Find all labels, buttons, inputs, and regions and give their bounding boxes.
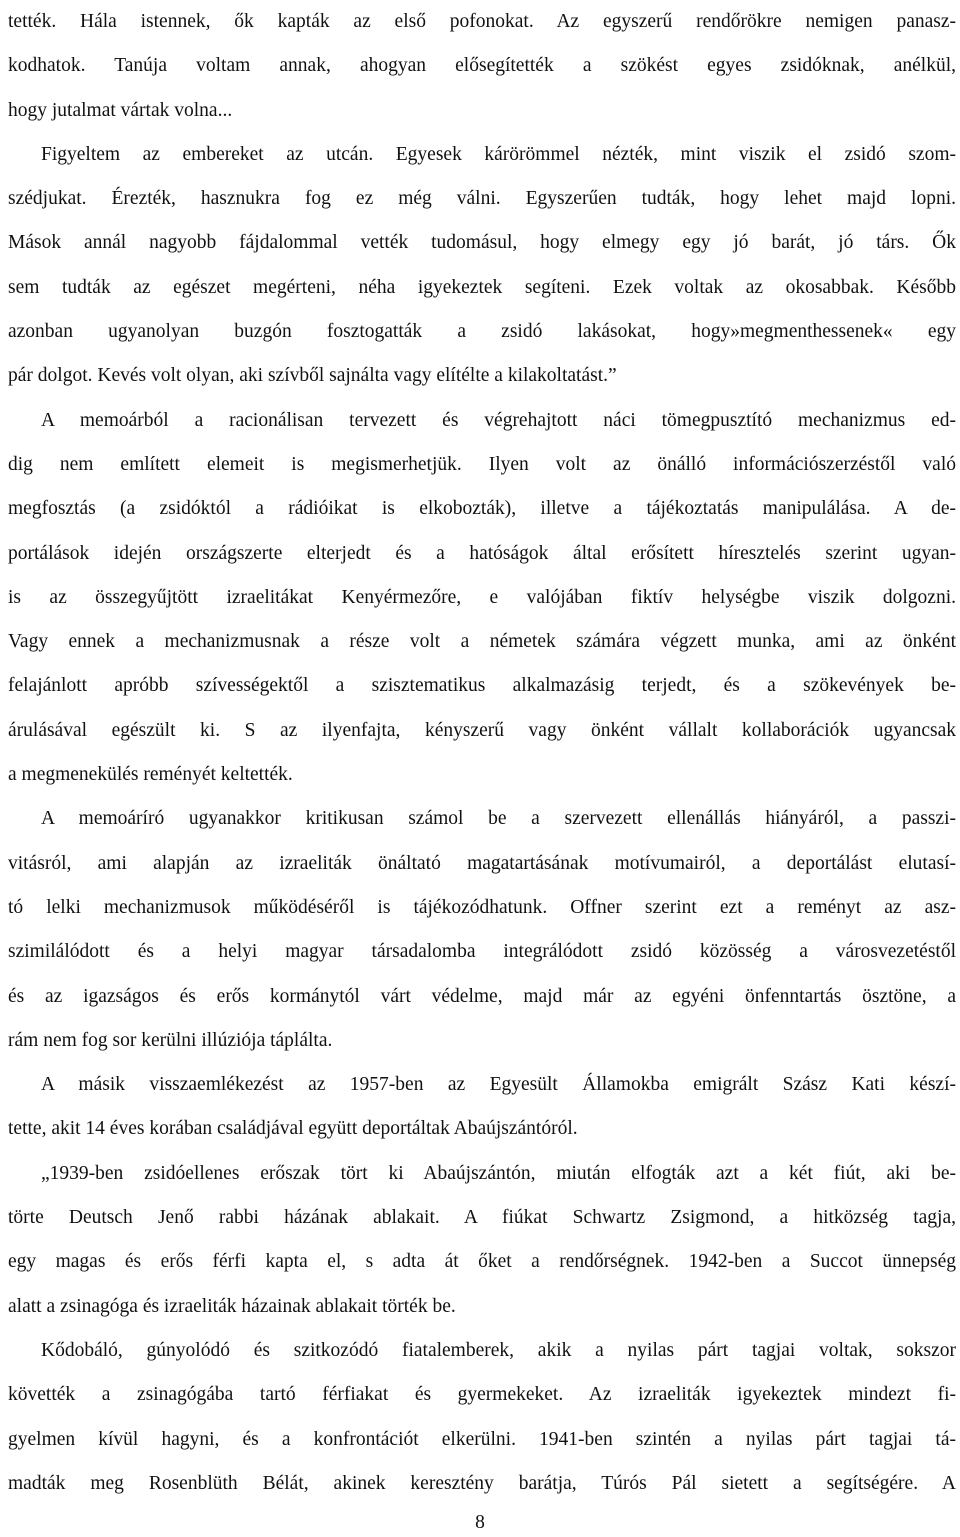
- line-text: A memoárból a racionálisan tervezett és végrehajtott náci tömegpusztító mechanizmus ed-: [41, 409, 956, 431]
- text-line: [8, 664, 956, 708]
- line-text: A másik visszaemlékezést az 1957-ben az Egyesült Államokba emigrált Szász Kati készí-: [41, 1074, 956, 1096]
- text-line: [8, 1063, 956, 1107]
- text-line: [8, 310, 956, 354]
- line-text: tette, akit 14 éves korában családjával együtt deportáltak Abaújszántóról.: [8, 1118, 578, 1140]
- line-text: portálások idején országszerte elterjedt és a hatóságok által erősített híresztelés szerint ugyan-: [8, 542, 956, 564]
- text-line: [8, 443, 956, 487]
- line-text: Mások annál nagyobb fájdalommal vették tudomásul, hogy elmegy egy jó barát, jó társ. Ők: [8, 232, 956, 254]
- text-line: [8, 1285, 956, 1329]
- line-text: A memoáríró ugyanakkor kritikusan számol be a szervezett ellenállás hiányáról, a passzi-: [41, 808, 956, 830]
- text-line: [8, 842, 956, 886]
- page-number: 8: [475, 1512, 485, 1533]
- line-text: kodhatok. Tanúja voltam annak, ahogyan elősegítették a szökést egyes zsidóknak, anélkül,: [8, 55, 956, 77]
- line-text: szimilálódott és a helyi magyar társadalomba integrálódott zsidó közösség a városvezetéstől: [8, 941, 956, 963]
- line-text: hogy jutalmat vártak volna...: [8, 99, 233, 121]
- text-line: [8, 221, 956, 265]
- text-line: [8, 1196, 956, 1240]
- text-line: [8, 620, 956, 664]
- line-text: sem tudták az egészet megérteni, néha igyekeztek segíteni. Ezek voltak az okosabbak. Később: [8, 276, 956, 298]
- text-line: [8, 753, 956, 797]
- line-text: „1939-ben zsidóellenes erőszak tört ki Abaújszántón, miután elfogták azt a két fiút, aki be-: [41, 1162, 956, 1184]
- line-text: felajánlott apróbb szívességektől a szisztematikus alkalmazásig terjedt, és a szökevények be-: [8, 675, 956, 697]
- text-line: [8, 709, 956, 753]
- text-line: [8, 930, 956, 974]
- text-line: [8, 399, 956, 443]
- line-text: is az összegyűjtött izraelitákat Kenyérmezőre, e valójában fiktív helységbe viszik dolgozni.: [8, 586, 956, 608]
- line-text: Vagy ennek a mechanizmusnak a része volt a németek számára végzett munka, ami az önként: [8, 631, 956, 653]
- line-text: vitásról, ami alapján az izraeliták önáltató magatartásának motívumairól, a deportálást elutasí-: [8, 852, 956, 874]
- text-line: [8, 532, 956, 576]
- text-line: [8, 1418, 956, 1462]
- text-line: [8, 886, 956, 930]
- text-line: [8, 1462, 956, 1506]
- line-text: a megmenekülés reményét keltették.: [8, 764, 293, 786]
- text-line: [8, 1107, 956, 1151]
- line-text: egy magas és erős férfi kapta el, s adta át őket a rendőrségnek. 1942-ben a Succot ünnepség: [8, 1251, 956, 1273]
- text-line: [8, 266, 956, 310]
- text-line: [8, 975, 956, 1019]
- line-text: Kődobáló, gúnyolódó és szitkozódó fiatalemberek, akik a nyilas párt tagjai voltak, sokszor: [41, 1339, 956, 1361]
- line-text: törte Deutsch Jenő rabbi házának ablakait. A fiúkat Schwartz Zsigmond, a hitközség tagja,: [8, 1207, 956, 1229]
- text-line: [8, 177, 956, 221]
- line-text: Figyeltem az embereket az utcán. Egyesek kárörömmel nézték, mint viszik el zsidó szom-: [41, 143, 956, 165]
- text-line: [8, 487, 956, 531]
- text-line: [8, 133, 956, 177]
- document-body: [8, 0, 956, 1506]
- text-line: [8, 1373, 956, 1417]
- line-text: alatt a zsinagóga és izraeliták házainak ablakait törték be.: [8, 1295, 456, 1317]
- line-text: gyelmen kívül hagyni, és a konfrontációt elkerülni. 1941-ben szintén a nyilas párt tagjai tá-: [8, 1428, 956, 1450]
- line-text: azonban ugyanolyan buzgón fosztogatták a zsidó lakásokat, hogy»megmenthessenek« egy: [8, 321, 956, 343]
- text-line: [8, 89, 956, 133]
- text-line: [8, 576, 956, 620]
- line-text: rám nem fog sor kerülni illúziója táplálta.: [8, 1029, 333, 1051]
- line-text: madták meg Rosenblüth Bélát, akinek keresztény barátja, Túrós Pál sietett a segítségére. A: [8, 1472, 956, 1494]
- line-text: megfosztás (a zsidóktól a rádióikat is elkobozták), illetve a tájékoztatás manipulálása. A de-: [8, 498, 956, 520]
- text-line: [8, 1019, 956, 1063]
- text-line: [8, 44, 956, 88]
- line-text: és az igazságos és erős kormánytól várt védelme, majd már az egyéni önfenntartás ösztöne, a: [8, 985, 956, 1007]
- line-text: árulásával egészült ki. S az ilyenfajta, kényszerű vagy önként vállalt kollaborációk ugyancsak: [8, 719, 956, 741]
- text-line: [8, 797, 956, 841]
- line-text: tó lelki mechanizmusok működéséről is tájékozódhatunk. Offner szerint ezt a reményt az asz-: [8, 896, 956, 918]
- line-text: szédjukat. Érezték, hasznukra fog ez még válni. Egyszerűen tudták, hogy lehet majd lopni.: [8, 188, 956, 210]
- line-text: pár dolgot. Kevés volt olyan, aki szívből sajnálta vagy elítélte a kilakoltatást.”: [8, 365, 617, 387]
- line-text: dig nem említett elemeit is megismerhetjük. Ilyen volt az önálló információszerzéstől való: [8, 453, 956, 475]
- line-text: követték a zsinagógába tartó férfiakat és gyermekeket. Az izraeliták igyekeztek mindezt fi-: [8, 1384, 956, 1406]
- text-line: [8, 354, 956, 398]
- text-line: [8, 0, 956, 44]
- line-text: tették. Hála istennek, ők kapták az első pofonokat. Az egyszerű rendőrökre nemigen panasz-: [8, 11, 956, 32]
- text-line: [8, 1329, 956, 1373]
- text-line: [8, 1152, 956, 1196]
- text-line: [8, 1240, 956, 1284]
